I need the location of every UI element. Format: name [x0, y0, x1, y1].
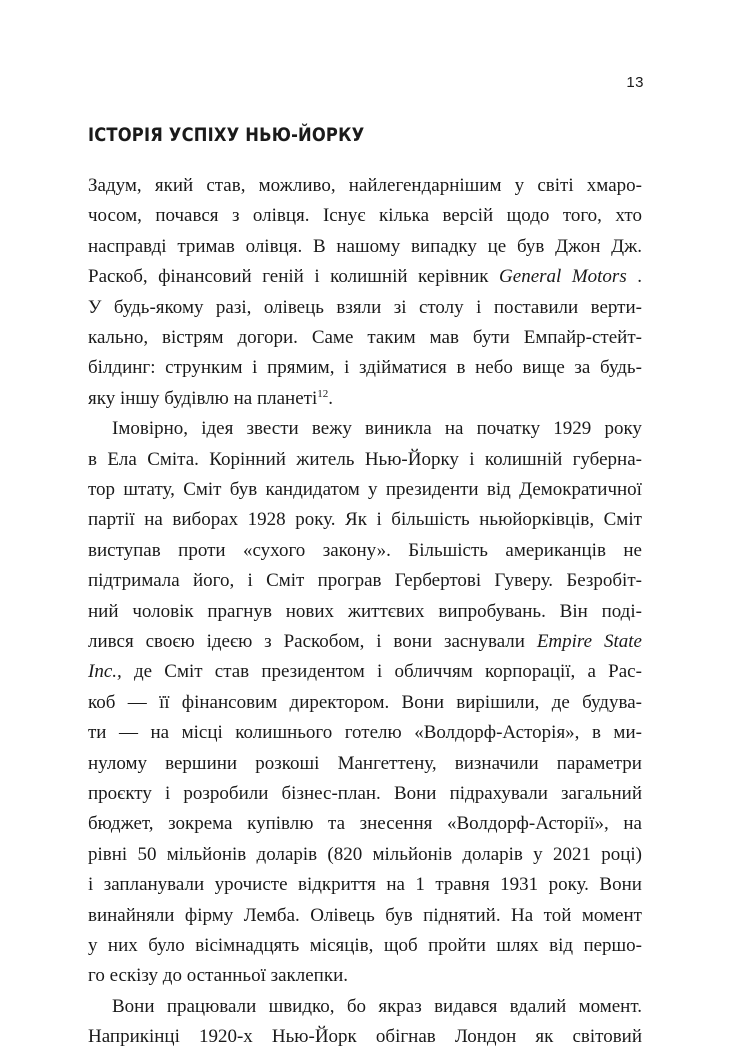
text-line: Вони працювали швидко, бо якраз видався вдалий момент.	[112, 995, 642, 1017]
text-line: Імовірно, ідея звести вежу виникла на початку 1929 року	[112, 418, 642, 440]
text-line: рівні 50 мільйонів доларів (820 мільйонів доларів у 2021 році)	[88, 843, 642, 865]
text-line: чосом, почався з олівця. Існує кілька версій щодо того, хто	[88, 205, 642, 227]
text-line: виступав проти «сухого закону». Більшість американців не	[88, 539, 642, 561]
footnote-marker[interactable]: 12	[317, 387, 329, 400]
text-line: у них було вісімнадцять місяців, щоб пройти шлях від першо-	[88, 935, 642, 956]
text-line: і запланували урочисте відкриття на 1 травня 1931 року. Вони	[88, 874, 642, 896]
text-line: насправді тримав олівця. В нашому випадку це був Джон Дж.	[88, 235, 642, 257]
text-line: бюджет, зокрема купівлю та знесення «Волдорф-Асторії», на	[88, 813, 642, 835]
text-line: білдинг: струнким і прямим, і здійматися в небо вище за будь-	[88, 357, 642, 379]
text-line: винайняли фірму Лемба. Олівець був піднятий. На той момент	[88, 904, 642, 926]
text-line: коб — її фінансовим директором. Вони вирішили, де будува-	[88, 691, 642, 713]
text-line: лився своєю ідеєю з Раскобом, і вони заснували Empire State	[88, 631, 642, 652]
text-line: яку іншу будівлю на планеті$^{12}$.	[88, 387, 333, 409]
text-line: тор штату, Сміт був кандидатом у президенти від Демократичної	[88, 479, 642, 500]
text-line: ти — на місці колишнього готелю «Волдорф-Асторія», в ми-	[88, 722, 642, 744]
text-line: Раскоб, фінансовий геній і колишній керівник General Motors .	[88, 266, 642, 288]
text-line: кально, вістрям догори. Саме таким мав бути Емпайр-стейт-	[88, 327, 642, 348]
text-line: Inc., де Сміт став президентом і обличчям корпорації, а Рас-	[88, 661, 642, 683]
text-line: У будь-якому разі, олівець взяли зі столу і поставили верти-	[88, 296, 642, 318]
text-line: підтримала його, і Сміт програв Гербертові Гуверу. Безробіт-	[88, 570, 642, 592]
text-line: Наприкінці 1920-х Нью-Йорк обігнав Лондон як світовий	[88, 1026, 642, 1048]
text-line: нулому вершини розкоші Мангеттену, визначили параметри	[88, 752, 642, 774]
chapter-title: ІСТОРІЯ УСПІХУ НЬЮ-ЙОРКУ	[88, 124, 365, 146]
text-line: го ескізу до останньої заклепки.	[88, 965, 348, 987]
text-line: партії на виборах 1928 року. Як і більшість ньюйорківців, Сміт	[88, 509, 642, 531]
text-line: ний чоловік прагнув нових життєвих випробувань. Він поді-	[88, 600, 642, 622]
text-line: Задум, який став, можливо, найлегендарнішим у світі хмаро-	[88, 175, 642, 196]
text-line: в Ела Сміта. Корінний житель Нью-Йорку і колишній губерна-	[88, 448, 642, 470]
page-number: 13	[626, 74, 644, 91]
text-line: проєкту і розробили бізнес-план. Вони підрахували загальний	[88, 783, 642, 804]
